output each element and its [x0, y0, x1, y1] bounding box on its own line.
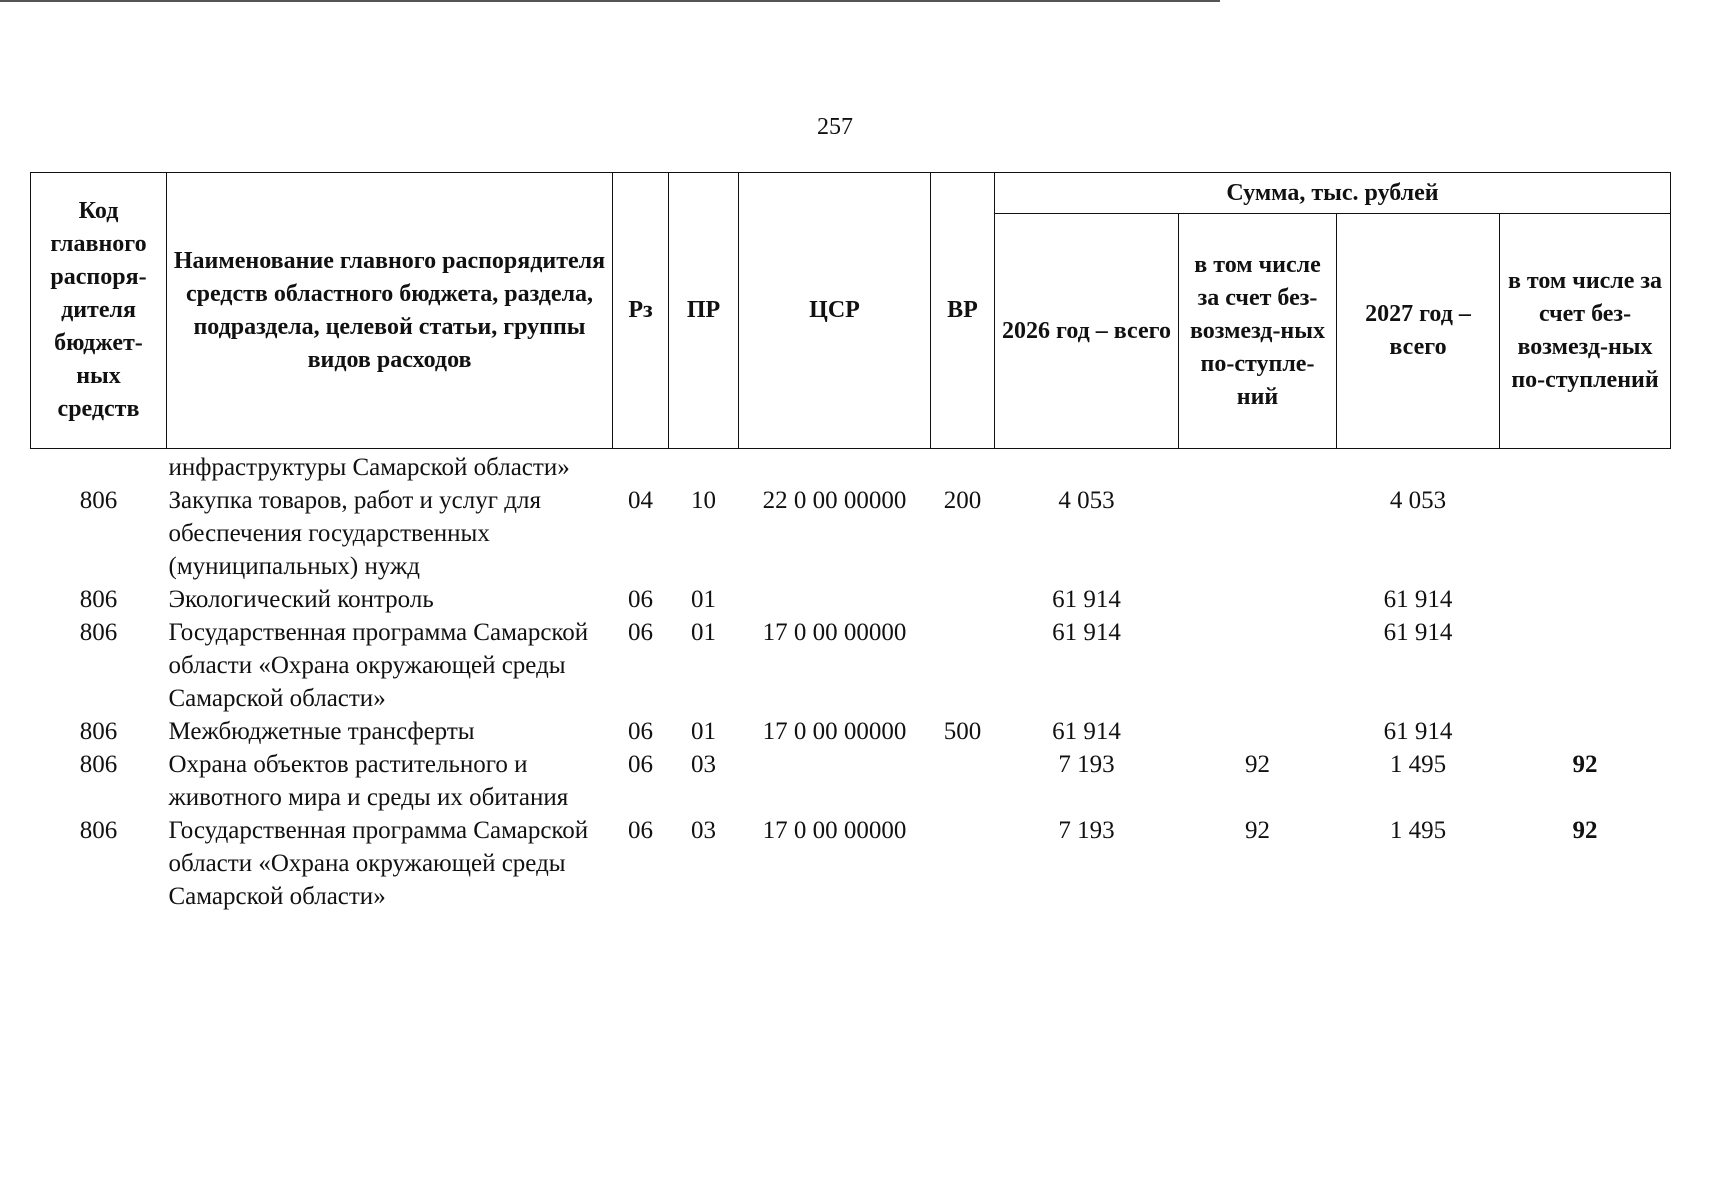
cell-vr: 500 — [943, 718, 982, 745]
cell-2026-free: 92 — [1245, 817, 1270, 844]
cell-csr — [739, 583, 931, 616]
cell-2026-free — [1179, 616, 1337, 715]
budget-table — [30, 172, 1671, 913]
cell-2027-free: 92 — [1572, 751, 1598, 778]
cell-2027-total: 1 495 — [1389, 817, 1447, 844]
cell-2026-total: 4 053 — [1058, 487, 1115, 514]
header-pr: ПР — [669, 173, 739, 449]
cell-pr: 01 — [691, 586, 716, 613]
header-code: Код главного распоря-дителя бюджет-ных средств — [31, 173, 167, 449]
header-2026-total: 2026 год – всего — [995, 214, 1179, 449]
cell-2027-total: 61 914 — [1383, 586, 1453, 613]
header-2026-free: в том числе за счет без-возмезд-ных по-ступле-ний — [1179, 214, 1337, 449]
cell-2026-free — [1179, 715, 1337, 748]
cell-2026-total — [995, 449, 1179, 485]
cell-csr: 17 0 00 00000 — [762, 718, 907, 745]
cell-2026-total: 61 914 — [1052, 718, 1121, 745]
cell-code: 806 — [79, 487, 118, 514]
table-row — [31, 484, 1671, 583]
cell-vr — [931, 449, 995, 485]
cell-name: Закупка товаров, работ и услуг для обеспечения государственных (муниципальных) нужд — [168, 487, 541, 580]
cell-csr: 22 0 00 00000 — [762, 487, 907, 514]
table-row — [31, 715, 1671, 748]
cell-2026-total: 7 193 — [1058, 751, 1115, 778]
cell-csr — [739, 748, 931, 814]
cell-vr — [931, 616, 995, 715]
cell-code: 806 — [79, 817, 118, 844]
cell-pr — [669, 449, 739, 485]
header-name: Наименование главного распорядителя средств областного бюджета, раздела, подраздела, целевой статьи, группы видов расходов — [167, 173, 613, 449]
header-csr: ЦСР — [739, 173, 931, 449]
cell-vr: 200 — [943, 487, 982, 514]
cell-2026-total: 61 914 — [1052, 586, 1121, 613]
cell-2026-free: 92 — [1245, 751, 1270, 778]
cell-2026-free — [1179, 449, 1337, 485]
cell-vr — [931, 748, 995, 814]
cell-pr: 01 — [691, 619, 716, 646]
header-vr: ВР — [931, 173, 995, 449]
cell-code: 806 — [79, 751, 118, 778]
cell-csr — [739, 449, 931, 485]
cell-2027-free: 92 — [1572, 817, 1598, 844]
cell-name: Межбюджетные трансферты — [168, 718, 475, 745]
cell-2027-free — [1500, 715, 1671, 748]
cell-2027-total: 1 495 — [1389, 751, 1447, 778]
cell-pr: 03 — [691, 817, 716, 844]
table-header — [31, 173, 1671, 449]
cell-rz — [613, 449, 669, 485]
cell-code: 806 — [79, 586, 118, 613]
header-rz: Рз — [613, 173, 669, 449]
cell-2026-free — [1179, 484, 1337, 583]
cell-2027-free — [1500, 616, 1671, 715]
header-2027-free: в том числе за счет без-возмезд-ных по-ступлений — [1500, 214, 1671, 449]
cell-csr: 17 0 00 00000 — [762, 817, 907, 844]
cell-pr: 01 — [691, 718, 716, 745]
cell-name: инфраструктуры Самарской области» — [168, 454, 570, 481]
cell-2027-total: 61 914 — [1383, 619, 1453, 646]
page-number: 257 — [817, 114, 853, 140]
cell-code: 806 — [79, 718, 118, 745]
cell-code — [31, 449, 167, 485]
cell-2027-free — [1500, 484, 1671, 583]
cell-rz: 06 — [628, 619, 653, 646]
table-row — [31, 583, 1671, 616]
cell-rz: 04 — [628, 487, 653, 514]
header-sum-group: Сумма, тыс. рублей — [995, 173, 1671, 214]
cell-rz: 06 — [628, 751, 653, 778]
table-row — [31, 814, 1671, 913]
cell-2026-free — [1179, 583, 1337, 616]
cell-pr: 03 — [691, 751, 716, 778]
table-row — [31, 748, 1671, 814]
cell-rz: 06 — [628, 817, 653, 844]
cell-2027-free — [1500, 583, 1671, 616]
cell-2026-total: 7 193 — [1058, 817, 1115, 844]
table-body — [31, 449, 1671, 914]
cell-2026-total: 61 914 — [1052, 619, 1121, 646]
cell-pr: 10 — [691, 487, 716, 514]
cell-2027-total — [1337, 449, 1500, 485]
cell-code: 806 — [79, 619, 118, 646]
cell-vr — [931, 814, 995, 913]
header-2027-total: 2027 год – всего — [1337, 214, 1500, 449]
cell-rz: 06 — [628, 718, 653, 745]
cell-2027-total: 4 053 — [1389, 487, 1447, 514]
cell-csr: 17 0 00 00000 — [762, 619, 907, 646]
cell-name: Экологический контроль — [168, 586, 434, 613]
cell-name: Охрана объектов растительного и животного мира и среды их обитания — [168, 751, 569, 811]
table-row — [31, 616, 1671, 715]
cell-name: Государственная программа Самарской области «Охрана окружающей среды Самарской области» — [168, 619, 589, 712]
cell-rz: 06 — [628, 586, 653, 613]
scan-edge-line — [0, 0, 1220, 2]
cell-2027-total: 61 914 — [1383, 718, 1453, 745]
cell-name: Государственная программа Самарской области «Охрана окружающей среды Самарской области» — [168, 817, 589, 910]
cell-vr — [931, 583, 995, 616]
table-row — [31, 449, 1671, 485]
cell-2027-free — [1500, 449, 1671, 485]
